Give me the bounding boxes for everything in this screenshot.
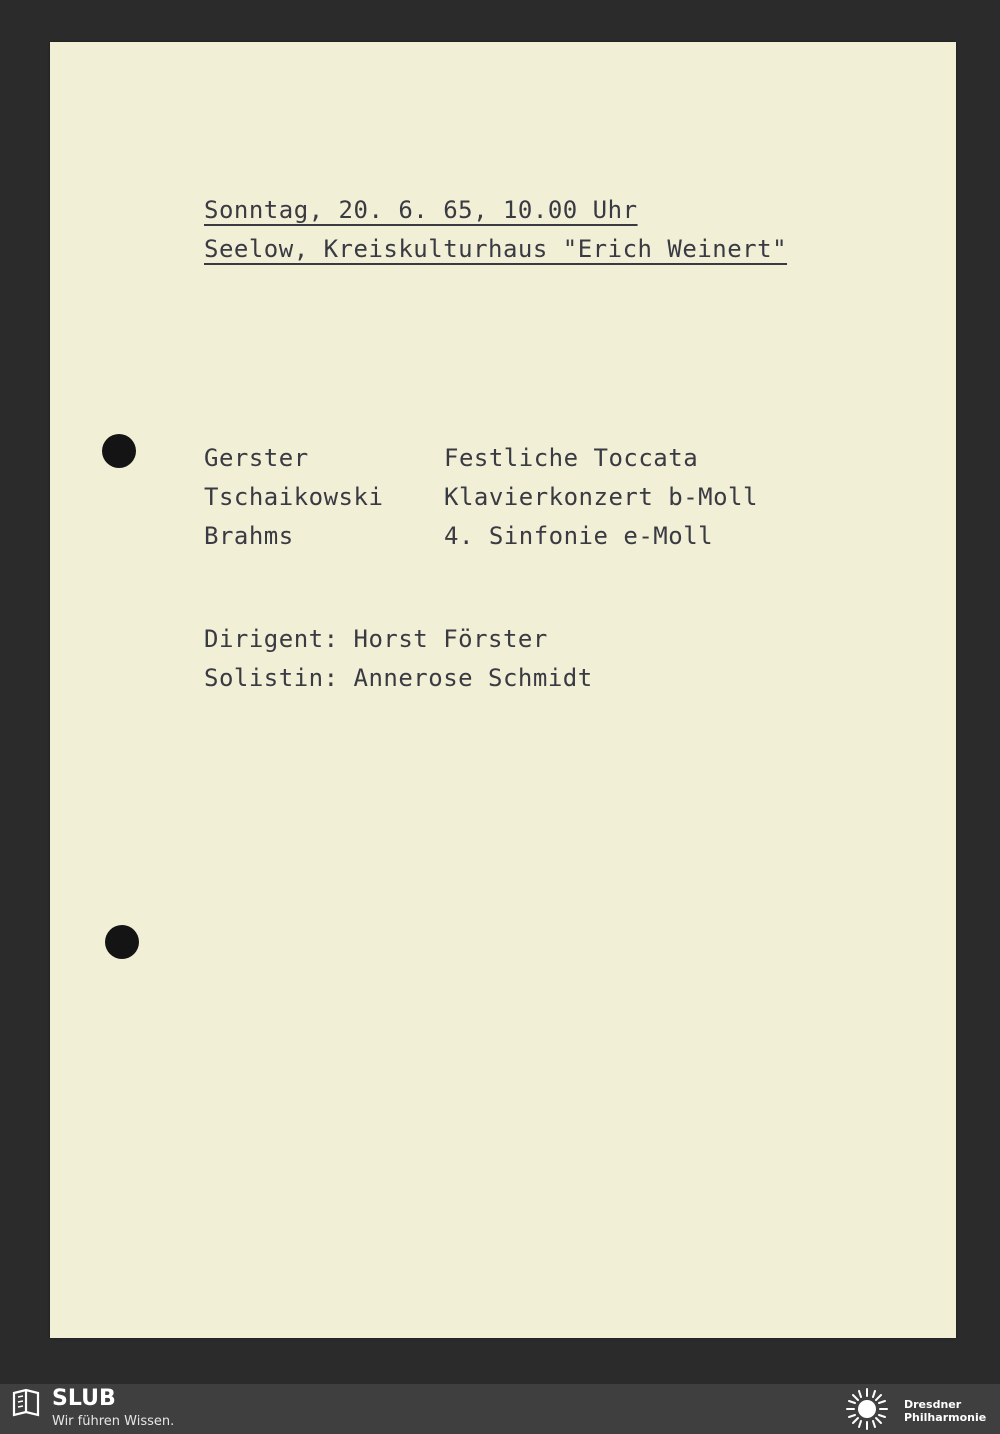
footer-bar: [0, 1384, 1000, 1434]
program-composer: Tschaikowski: [204, 483, 384, 511]
program-composer: Brahms: [204, 522, 294, 550]
event-date-line: Sonntag, 20. 6. 65, 10.00 Uhr: [204, 196, 638, 224]
program-work: Klavierkonzert b-Moll: [444, 483, 758, 511]
document-page: [50, 42, 956, 1338]
philharmonie-line2: Philharmonie: [904, 1411, 987, 1424]
event-venue-line: Seelow, Kreiskulturhaus "Erich Weinert": [204, 235, 788, 263]
conductor-line: Dirigent: Horst Förster: [204, 625, 548, 653]
program-work: Festliche Toccata: [444, 444, 699, 472]
philharmonie-wordmark: [904, 1398, 986, 1424]
punch-hole-top: [102, 434, 136, 468]
philharmonie-line1: Dresdner: [904, 1398, 962, 1411]
soloist-line: Solistin: Annerose Schmidt: [204, 664, 593, 692]
slub-book-icon: [12, 1388, 40, 1418]
philharmonie-sunburst-icon: [842, 1386, 892, 1432]
program-composer: Gerster: [204, 444, 309, 472]
slub-tagline: Wir führen Wissen.: [52, 1414, 175, 1429]
punch-hole-bottom: [105, 925, 139, 959]
program-work: 4. Sinfonie e-Moll: [444, 522, 714, 550]
slub-name: SLUB: [52, 1386, 116, 1411]
